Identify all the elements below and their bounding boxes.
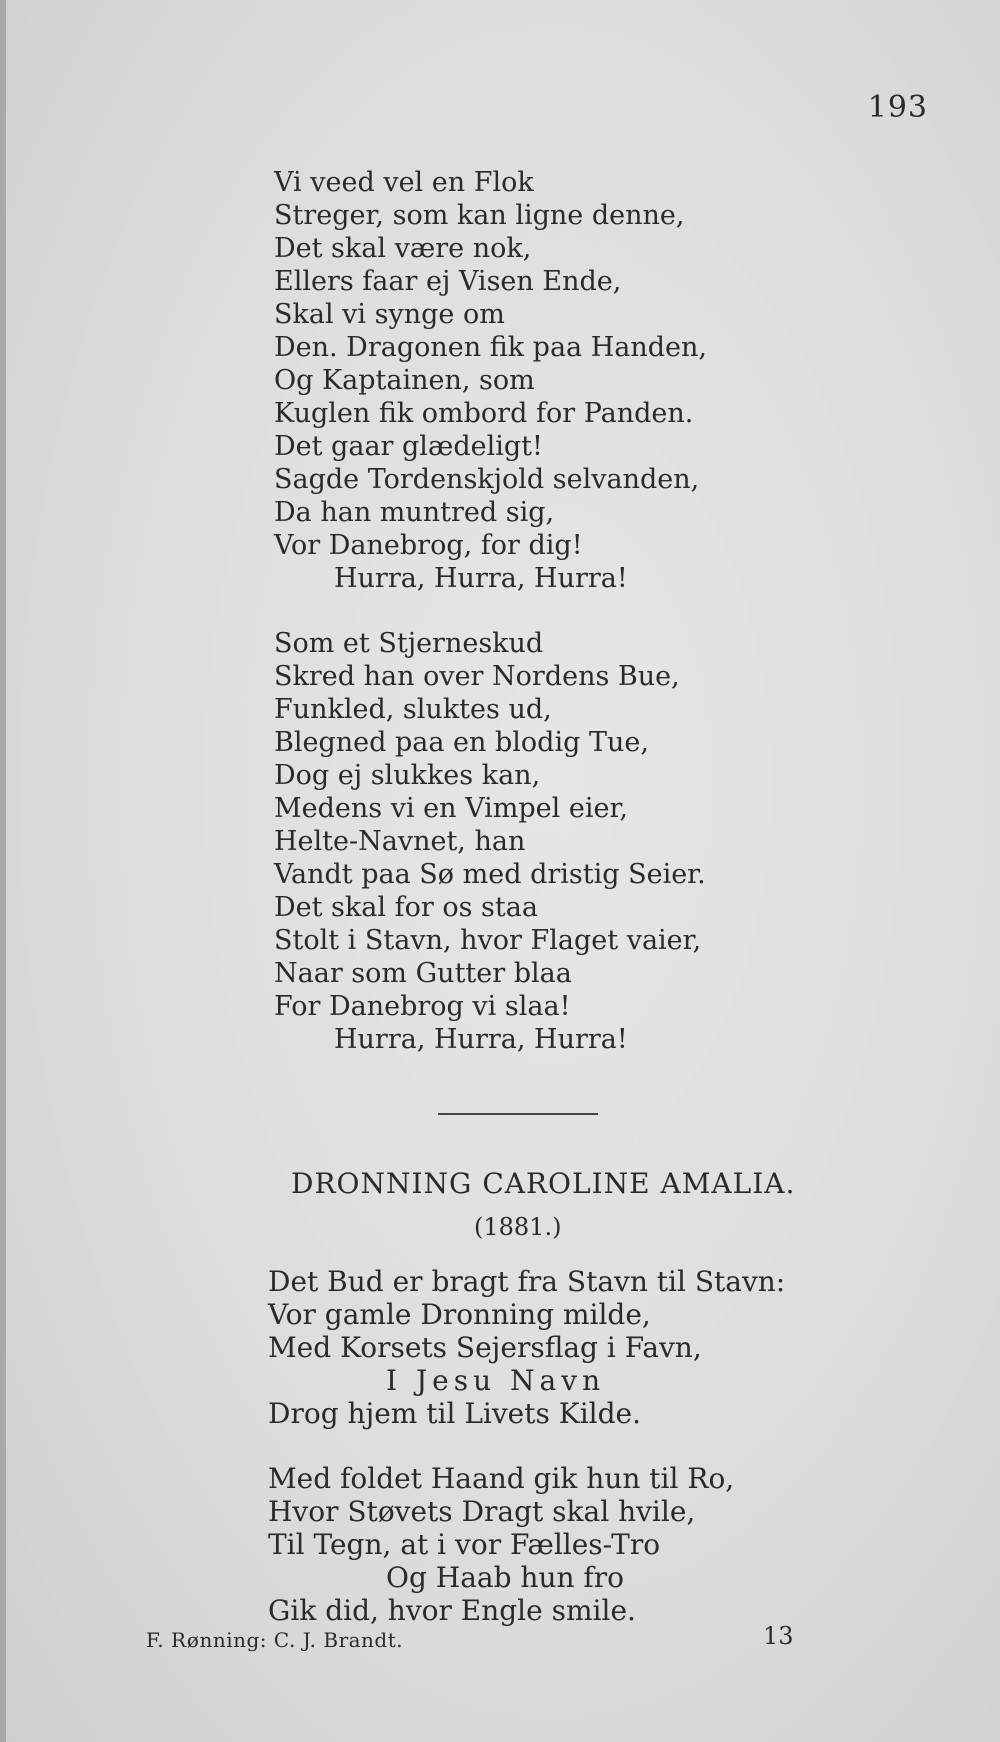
verse-line: Til Tegn, at i vor Fælles-Tro (268, 1528, 661, 1561)
stanza-2 (274, 627, 706, 1056)
refrain-line: Hurra, Hurra, Hurra! (334, 563, 628, 594)
verse-line: Hvor Støvets Dragt skal hvile, (268, 1495, 696, 1528)
page-number: 193 (867, 90, 928, 125)
verse-line: Stolt i Stavn, hvor Flaget vaier, (274, 925, 702, 956)
printer-signature: F. Rønning: C. J. Brandt. (146, 1628, 404, 1652)
verse-line: I Jesu Navn (386, 1364, 606, 1397)
verse-line: Helte-Navnet, han (274, 826, 526, 857)
verse-line: For Danebrog vi slaa! (274, 991, 571, 1022)
section-divider (438, 1113, 598, 1115)
stanza-3 (268, 1265, 785, 1430)
verse-line: Vor Danebrog, for dig! (274, 530, 583, 561)
verse-line: Den. Dragonen fik paa Handen, (274, 332, 707, 363)
verse-line: Blegned paa en blodig Tue, (274, 727, 649, 758)
verse-line: Gik did, hvor Engle smile. (268, 1594, 636, 1627)
refrain-line: Hurra, Hurra, Hurra! (334, 1024, 628, 1055)
verse-line: Og Kaptainen, som (274, 365, 535, 396)
verse-line: Med Korsets Sejersflag i Favn, (268, 1331, 702, 1364)
verse-line: Kuglen fik ombord for Panden. (274, 398, 694, 429)
verse-line: Med foldet Haand gik hun til Ro, (268, 1462, 735, 1495)
verse-line: Det skal for os staa (274, 892, 538, 923)
verse-line: Vandt paa Sø med dristig Seier. (274, 859, 706, 890)
verse-line: Det gaar glædeligt! (274, 431, 543, 462)
verse-line: Som et Stjerneskud (274, 628, 544, 659)
verse-line: Sagde Tordenskjold selvanden, (274, 464, 700, 495)
verse-line: Dog ej slukkes kan, (274, 760, 541, 791)
verse-line: Skal vi synge om (274, 299, 505, 330)
verse-line: Det skal være nok, (274, 233, 532, 264)
verse-line: Da han muntred sig, (274, 497, 555, 528)
verse-line: Medens vi en Vimpel eier, (274, 793, 628, 824)
verse-line: Funkled, sluktes ud, (274, 694, 552, 725)
poem-year: (1881.) (474, 1213, 562, 1241)
stanza-1 (274, 166, 707, 595)
stanza-4 (268, 1462, 734, 1627)
verse-line: Streger, som kan ligne denne, (274, 200, 685, 231)
poem-title: DRONNING CAROLINE AMALIA. (291, 1167, 796, 1200)
verse-line: Det Bud er bragt fra Stavn til Stavn: (268, 1265, 786, 1298)
verse-line: Skred han over Nordens Bue, (274, 661, 680, 692)
signature-mark: 13 (763, 1622, 794, 1650)
verse-line: Vor gamle Dronning milde, (268, 1298, 651, 1331)
verse-line: Ellers faar ej Visen Ende, (274, 266, 622, 297)
verse-line: Vi veed vel en Flok (274, 167, 534, 198)
verse-line: Og Haab hun fro (386, 1561, 625, 1594)
verse-line: Naar som Gutter blaa (274, 958, 572, 989)
verse-line: Drog hjem til Livets Kilde. (268, 1397, 641, 1430)
